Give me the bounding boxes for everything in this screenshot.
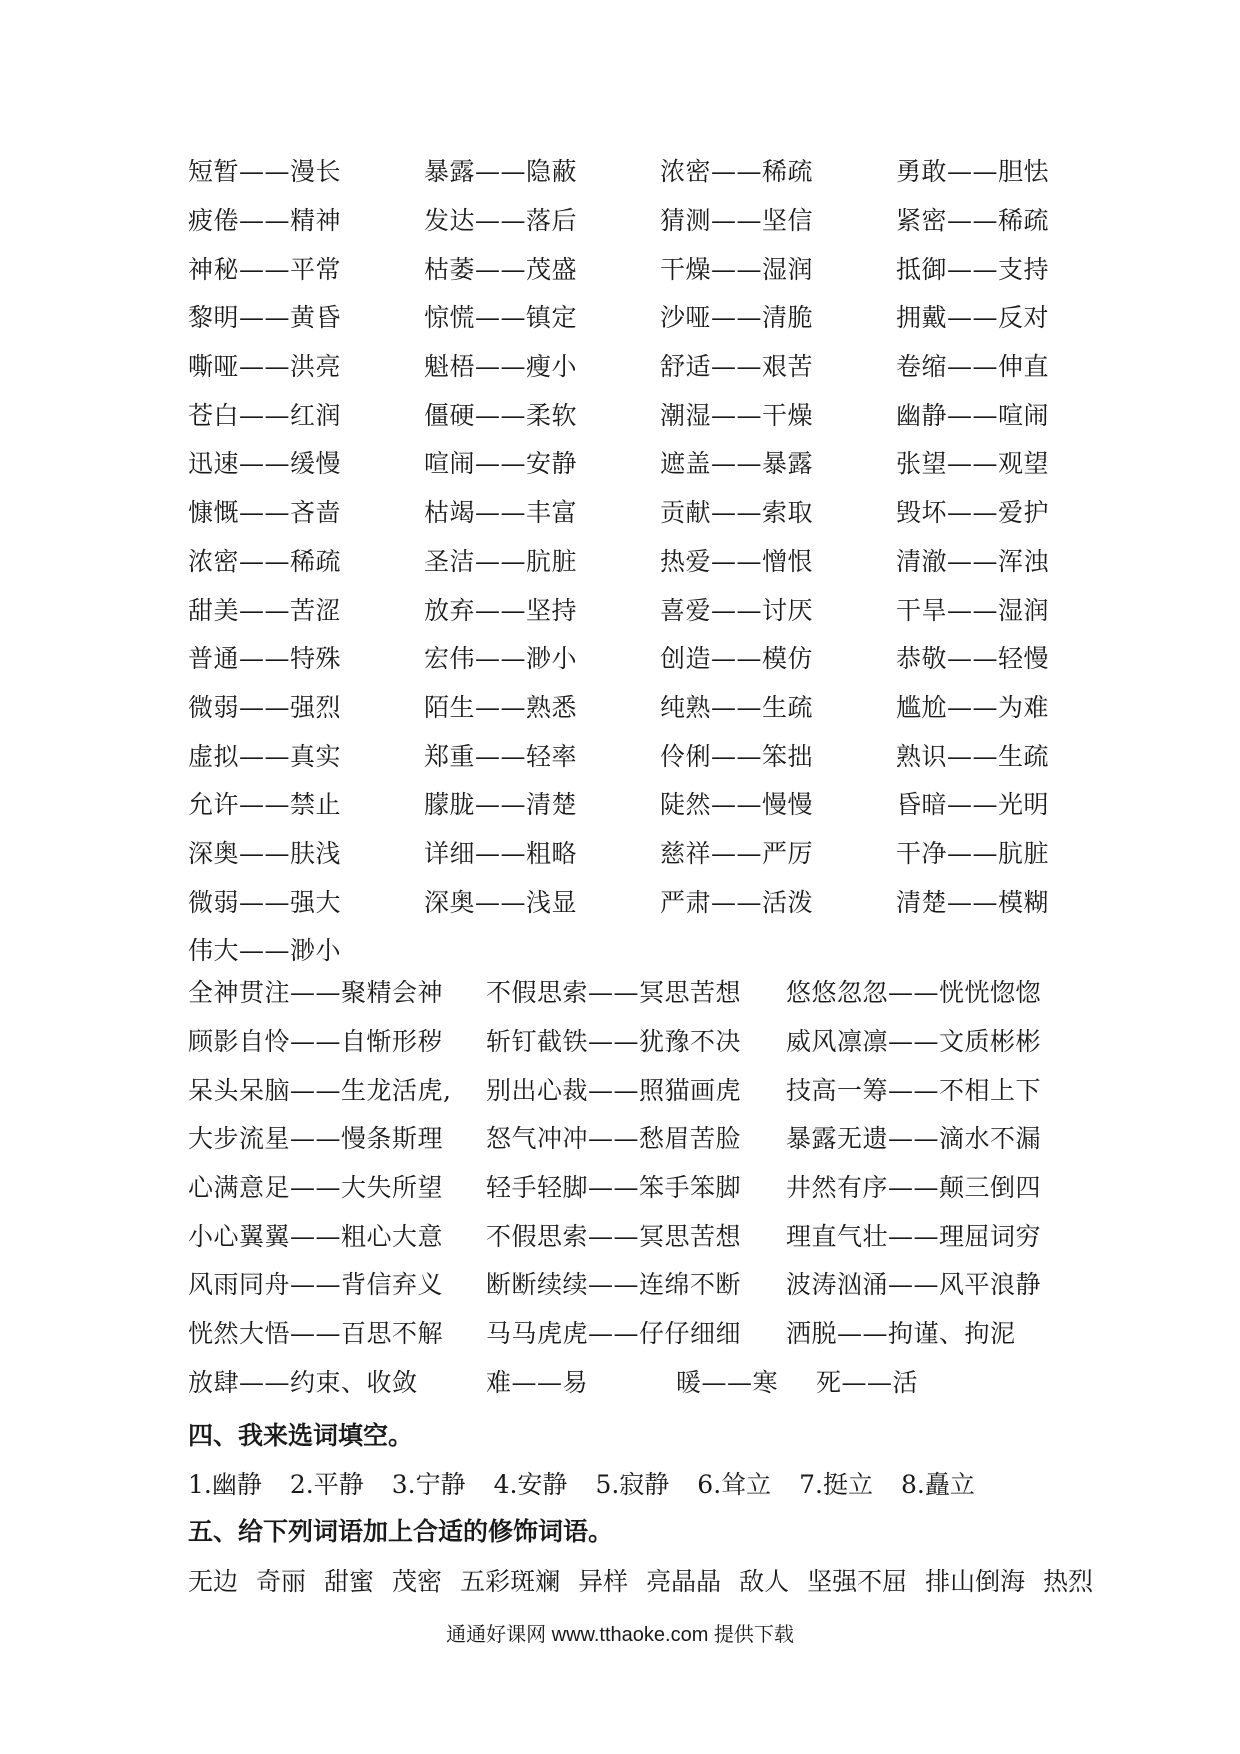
word-pair: 慈祥——严厉 (660, 838, 814, 868)
word-pair: 枯萎——茂盛 (424, 254, 578, 284)
word-row (188, 292, 1088, 341)
idiom-antonym-list (188, 967, 1088, 1405)
modifier-word: 奇丽 (256, 1567, 307, 1596)
word-pair: 轻手轻脚——笨手笨脚 (486, 1173, 742, 1203)
word-pair: 昏暗——光明 (896, 790, 1050, 820)
word-row (188, 389, 1088, 438)
word-pair: 马马虎虎——仔仔细细 (486, 1319, 742, 1349)
word-pair: 毁坏——爱护 (896, 498, 1050, 528)
word-row (188, 487, 1088, 536)
word-pair: 干旱——湿润 (896, 595, 1050, 625)
word-pair: 惊慌——镇定 (424, 303, 578, 333)
word-pair: 熟识——生疏 (896, 741, 1050, 771)
word-pair: 大步流星——慢条斯理 (188, 1124, 444, 1154)
fill-option: 5.寂静 (595, 1470, 670, 1499)
word-pair: 详细——粗略 (424, 838, 578, 868)
word-row (188, 1162, 1088, 1211)
word-pair: 井然有序——颠三倒四 (786, 1173, 1042, 1203)
modifier-word: 甜蜜 (324, 1567, 375, 1596)
word-pair: 技高一筹——不相上下 (786, 1075, 1042, 1105)
word-pair: 浓密——稀疏 (660, 157, 814, 187)
word-pair: 短暂——漫长 (188, 157, 342, 187)
word-pair: 贡献——索取 (660, 498, 814, 528)
fill-option: 6.耸立 (697, 1470, 772, 1499)
word-pair: 喜爱——讨厌 (660, 595, 814, 625)
word-pair: 暴露——隐蔽 (424, 157, 578, 187)
word-pair: 断断续续——连绵不断 (486, 1270, 742, 1300)
word-pair: 放肆——约束、收敛 (188, 1367, 418, 1397)
word-pair: 枯竭——丰富 (424, 498, 578, 528)
word-pair: 勇敢——胆怯 (896, 157, 1050, 187)
word-pair: 清楚——模糊 (896, 887, 1050, 917)
word-pair: 难——易 (486, 1367, 589, 1397)
word-row (188, 536, 1088, 585)
word-pair: 干燥——湿润 (660, 254, 814, 284)
word-pair: 遮盖——暴露 (660, 449, 814, 479)
word-pair: 微弱——强大 (188, 887, 342, 917)
word-row (188, 243, 1088, 292)
word-row (188, 876, 1088, 925)
word-pair: 沙哑——清脆 (660, 303, 814, 333)
word-row (188, 779, 1088, 828)
word-pair: 苍白——红润 (188, 400, 342, 430)
word-pair: 放弃——坚持 (424, 595, 578, 625)
word-pair: 纯熟——生疏 (660, 692, 814, 722)
word-pair: 清澈——浑浊 (896, 546, 1050, 576)
word-pair: 热爱——憎恨 (660, 546, 814, 576)
word-row (188, 1210, 1088, 1259)
word-pair: 不假思索——冥思苦想 (486, 978, 742, 1008)
modifier-word: 亮晶晶 (646, 1567, 722, 1596)
word-row (188, 146, 1088, 195)
word-pair: 疲倦——精神 (188, 206, 342, 236)
word-pair: 风雨同舟——背信弃义 (188, 1270, 444, 1300)
word-pair: 顾影自怜——自惭形秽 (188, 1027, 444, 1057)
section-4-options (188, 1465, 975, 1501)
word-pair: 迅速——缓慢 (188, 449, 342, 479)
word-pair: 陡然——慢慢 (660, 790, 814, 820)
word-pair: 浓密——稀疏 (188, 546, 342, 576)
word-pair: 圣洁——肮脏 (424, 546, 578, 576)
word-pair: 伶俐——笨拙 (660, 741, 814, 771)
word-pair: 喧闹——安静 (424, 449, 578, 479)
fill-option: 7.挺立 (799, 1470, 874, 1499)
word-pair: 潮湿——干燥 (660, 400, 814, 430)
word-pair: 别出心裁——照猫画虎 (486, 1075, 742, 1105)
word-pair: 全神贯注——聚精会神 (188, 978, 444, 1008)
word-pair: 甜美——苦涩 (188, 595, 342, 625)
word-pair: 发达——落后 (424, 206, 578, 236)
word-pair: 创造——模仿 (660, 644, 814, 674)
word-row (188, 633, 1088, 682)
word-pair: 尴尬——为难 (896, 692, 1050, 722)
word-pair: 拥戴——反对 (896, 303, 1050, 333)
word-pair: 允许——禁止 (188, 790, 342, 820)
fill-option: 1.幽静 (188, 1470, 262, 1499)
word-pair: 洒脱——拘谨、拘泥 (786, 1319, 1016, 1349)
word-pair: 虚拟——真实 (188, 741, 342, 771)
word-row (188, 1113, 1088, 1162)
word-pair: 威风凛凛——文质彬彬 (786, 1027, 1042, 1057)
word-row (188, 1016, 1088, 1065)
word-row (188, 341, 1088, 390)
modifier-word: 异样 (578, 1567, 629, 1596)
word-pair: 普通——特殊 (188, 644, 342, 674)
word-pair: 严肃——活泼 (660, 887, 814, 917)
word-pair: 郑重——轻率 (424, 741, 578, 771)
word-row (188, 682, 1088, 731)
modifier-word: 无边 (188, 1567, 239, 1596)
antonym-word-list (188, 146, 1088, 974)
modifier-word: 茂密 (392, 1567, 443, 1596)
fill-option: 8.矗立 (901, 1470, 975, 1499)
word-pair: 呆头呆脑——生龙活虎, (188, 1075, 452, 1105)
section-5-title: 五、给下列词语加上合适的修饰词语。 (188, 1517, 614, 1546)
word-pair: 黎明——黄昏 (188, 303, 342, 333)
word-pair: 深奥——肤浅 (188, 838, 342, 868)
word-pair: 暴露无遗——滴水不漏 (786, 1124, 1042, 1154)
word-pair: 干净——肮脏 (896, 838, 1050, 868)
word-pair: 悠悠忽忽——恍恍惚惚 (786, 978, 1042, 1008)
word-row (188, 584, 1088, 633)
word-row (188, 828, 1088, 877)
word-pair: 理直气壮——理屈词穷 (786, 1221, 1042, 1251)
word-pair: 心满意足——大失所望 (188, 1173, 444, 1203)
fill-option: 2.平静 (289, 1470, 364, 1499)
word-pair: 猜测——坚信 (660, 206, 814, 236)
modifier-word: 坚强不屈 (807, 1567, 908, 1596)
modifier-word: 敌人 (739, 1567, 790, 1596)
word-row (188, 195, 1088, 244)
word-pair: 深奥——浅显 (424, 887, 578, 917)
word-pair: 恍然大悟——百思不解 (188, 1319, 444, 1349)
word-pair: 恭敬——轻慢 (896, 644, 1050, 674)
fill-option: 4.安静 (493, 1470, 568, 1499)
word-pair: 朦胧——清楚 (424, 790, 578, 820)
word-pair: 暖——寒 (676, 1367, 779, 1397)
word-pair: 伟大——渺小 (188, 936, 342, 966)
word-pair: 陌生——熟悉 (424, 692, 578, 722)
word-pair: 波涛汹涌——风平浪静 (786, 1270, 1042, 1300)
word-pair: 嘶哑——洪亮 (188, 352, 342, 382)
word-pair: 魁梧——瘦小 (424, 352, 578, 382)
footer-credit: 通通好课网 www.tthaoke.com 提供下载 (446, 1624, 794, 1646)
modifier-word: 五彩斑斓 (460, 1567, 561, 1596)
word-pair: 幽静——喧闹 (896, 400, 1050, 430)
word-pair: 不假思索——冥思苦想 (486, 1221, 742, 1251)
word-row (188, 438, 1088, 487)
word-pair: 宏伟——渺小 (424, 644, 578, 674)
word-pair: 紧密——稀疏 (896, 206, 1050, 236)
word-pair: 抵御——支持 (896, 254, 1050, 284)
word-pair: 怒气冲冲——愁眉苦脸 (486, 1124, 742, 1154)
word-pair: 卷缩——伸直 (896, 352, 1050, 382)
section-4-title: 四、我来选词填空。 (188, 1421, 414, 1450)
modifier-word: 排山倒海 (925, 1567, 1026, 1596)
word-pair: 舒适——艰苦 (660, 352, 814, 382)
word-pair: 神秘——平常 (188, 254, 342, 284)
word-pair: 张望——观望 (896, 449, 1050, 479)
word-pair: 僵硬——柔软 (424, 400, 578, 430)
word-row (188, 1357, 1088, 1406)
word-row (188, 967, 1088, 1016)
word-pair: 微弱——强烈 (188, 692, 342, 722)
word-pair: 小心翼翼——粗心大意 (188, 1221, 444, 1251)
fill-option: 3.宁静 (391, 1470, 466, 1499)
modifier-word: 热烈 (1043, 1567, 1094, 1596)
word-pair: 斩钉截铁——犹豫不决 (486, 1027, 742, 1057)
section-5-words (188, 1562, 1093, 1598)
word-pair: 死——活 (816, 1367, 919, 1397)
word-pair: 慷慨——吝啬 (188, 498, 342, 528)
word-row (188, 1308, 1088, 1357)
word-row (188, 1064, 1088, 1113)
word-row (188, 1259, 1088, 1308)
word-row (188, 730, 1088, 779)
